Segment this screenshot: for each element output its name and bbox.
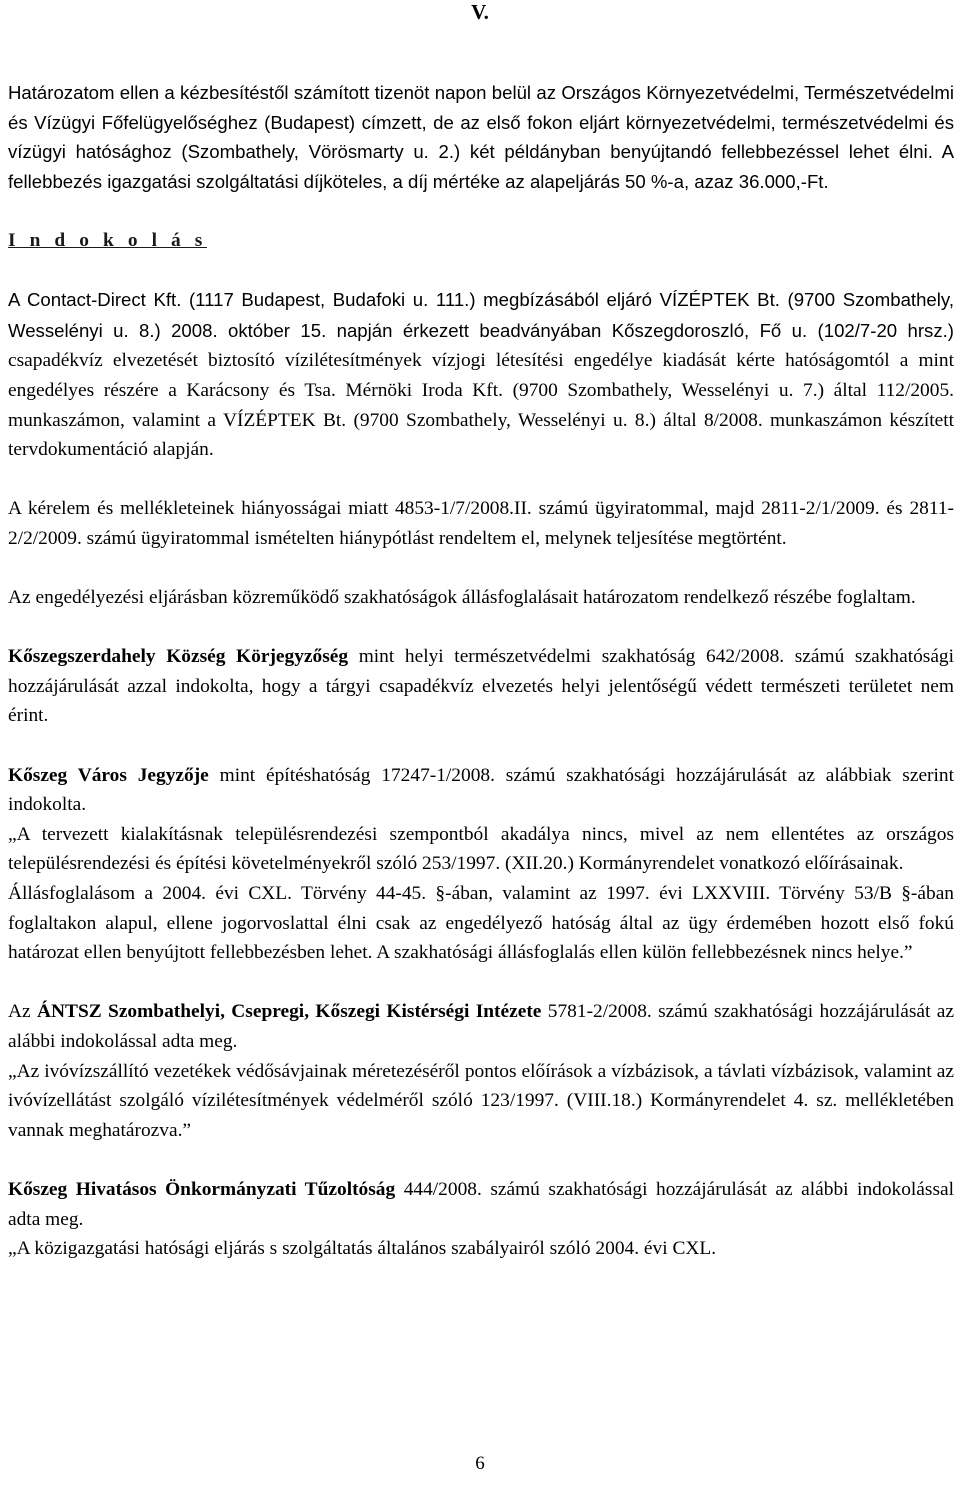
fire-authority-name: Kőszeg Hivatásos Önkormányzati Tűzoltóság: [8, 1178, 396, 1200]
health-authority-pre: Az: [8, 1001, 37, 1023]
paragraph-application: [8, 285, 954, 465]
nature-authority-name: Kőszegszerdahely Község Körjegyzőség: [8, 646, 349, 668]
health-authority-name: ÁNTSZ Szombathelyi, Csepregi, Kőszegi Kistérségi Intézete: [37, 1001, 542, 1023]
fire-authority-text: 444/2008. számú szakhatósági hozzájárulását az alábbi indokolással adta meg.: [8, 1178, 954, 1230]
justification-heading-text: I n d o k o l á s: [8, 229, 207, 251]
justification-heading: [8, 226, 954, 256]
paragraph-nature-authority: [8, 642, 954, 731]
nature-authority-text: mint helyi természetvédelmi szakhatóság 642/2008. számú szakhatósági hozzájárulását azzal indokolta, hogy a tárgyi csapadékvíz elvezetés helyi jelentőségű védett természeti területet nem érint.: [8, 646, 955, 727]
document-body: [8, 78, 954, 1264]
paragraph-deficiency: A kérelem és mellékleteinek hiányosságai miatt 4853-1/7/2008.II. számú ügyiratommal, majd 2811-2/1/2009. és 2811-2/2/2009. számú ügyiratommal ismételten hiánypótlást rendeltem el, melynek teljesítése megtörtént.: [8, 498, 954, 549]
paragraph-health-authority: [8, 997, 954, 1056]
building-authority-text: mint építéshatóság 17247-1/2008. számú szakhatósági hozzájárulását az alábbiak szerint indokolta.: [8, 764, 954, 816]
building-authority-name: Kőszeg Város Jegyzője: [8, 764, 209, 786]
appeal-paragraph: Határozatom ellen a kézbesítéstől számított tizenöt napon belül az Országos Környezetvédelmi, Természetvédelmi és Vízügyi Főfelügyelőséghez (Budapest) címzett, de az első fokon eljárt környezetvédelmi, természetvédelmi és vízügyi hatósághoz (Szombathely, Vörösmarty u. 2.) két példányban benyújtandó fellebbezéssel lehet élni. A fellebbezés igazgatási szolgáltatási díjköteles, a díj mértéke az alapeljárás 50 %-a, azaz 36.000,-Ft.: [8, 82, 954, 192]
paragraph-application-lead: A Contact-Direct Kft. (1117 Budapest, Budafoki u. 111.) megbízásából eljáró VÍZÉPTEK Bt. (9700 Szombathely, Wesselényi u. 8.) 2008. október 15. napján érkezett beadványában Kőszegdoroszló, Fő u. (102/7-20 hrsz.): [8, 289, 954, 341]
paragraph-authorities: Az engedélyezési eljárásban közreműködő szakhatóságok állásfoglalásait határozatom rendelkező részébe foglaltam.: [8, 587, 916, 609]
fire-authority-quote: „A közigazgatási hatósági eljárás s szolgáltatás általános szabályairól szóló 2004. évi CXL.: [8, 1238, 717, 1260]
health-authority-text: 5781-2/2008. számú szakhatósági hozzájárulását az alábbi indokolással adta meg.: [8, 1001, 954, 1052]
paragraph-application-rest: csapadékvíz elvezetését biztosító vízilétesítmények vízjogi létesítési engedélye kiadását kérte hatóságomtól a mint engedélyes részére a Karácsony és Tsa. Mérnöki Iroda Kft. (9700 Szombathely, Wesselényi u. 7.) által 112/2005. munkaszámon, valamint a VÍZÉPTEK Bt. (9700 Szombathely, Wesselényi u. 8.) által 8/2008. munkaszámon készített tervdokumentáció alapján.: [8, 350, 954, 461]
health-authority-quote: „Az ivóvízszállító vezetékek védősávjainak méretezéséről pontos előírások a vízbázisok, a távlati vízbázisok, valamint az ivóvízellátást szolgáló vízilétesítmények védelméről szóló 123/1997. (VIII.18.) Kormányrendelet 4. sz. mellékletében vannak meghatározva.”: [8, 1060, 954, 1141]
section-heading: V.: [471, 0, 489, 24]
page-number: 6: [475, 1453, 485, 1474]
building-authority-law: Állásfoglalásom a 2004. évi CXL. Törvény 44-45. §-ában, valamint az 1997. évi LXXVIII. Törvény 53/B §-ában foglaltakon alapul, ellene jogorvoslattal élni csak az engedélyező hatóság által az ügy érdemében hozott első fokú határozat ellen benyújtott fellebbezésben lehet. A szakhatósági állásfoglalás ellen külön fellebbezésnek nincs helye.”: [8, 883, 954, 964]
paragraph-fire-authority: [8, 1175, 954, 1234]
building-authority-quote: „A tervezett kialakításnak településrendezési szempontból akadálya nincs, mivel az nem ellentétes az országos településrendezési és építési követelményekről szóló 253/1997. (XII.20.) Kormányrendelet vonatkozó előírásainak.: [8, 823, 954, 875]
paragraph-building-authority: [8, 761, 954, 820]
